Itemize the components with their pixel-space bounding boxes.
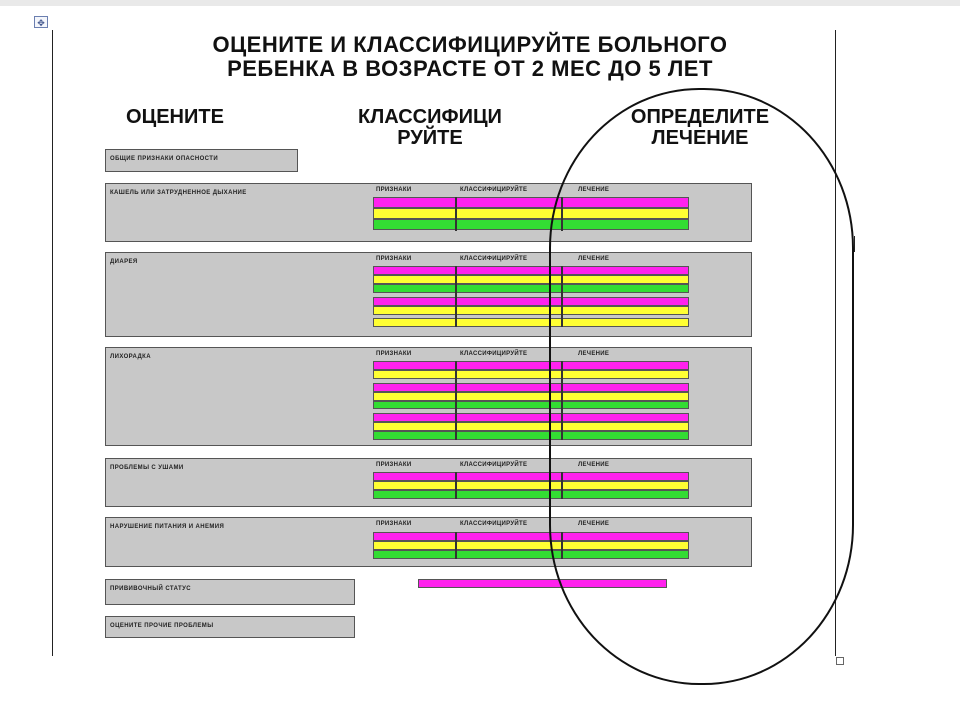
column-divider (455, 197, 457, 231)
section-label-immunization: ПРИВИВОЧНЫЙ СТАТУС (110, 586, 191, 592)
mini-head-classify: КЛАССИФИЦИРУЙТЕ (460, 521, 528, 527)
column-divider (455, 361, 457, 440)
section-other-problems (105, 616, 355, 638)
title-line-2: РЕБЕНКА В ВОЗРАСТЕ ОТ 2 МЕС ДО 5 ЛЕТ (227, 56, 713, 81)
section-immunization (105, 579, 355, 605)
page-edge-tick (854, 236, 855, 252)
section-label-other: ОЦЕНИТЕ ПРОЧИЕ ПРОБЛЕМЫ (110, 623, 214, 629)
section-label-nutrition: НАРУШЕНИЕ ПИТАНИЯ И АНЕМИЯ (110, 524, 225, 530)
mini-head-treatment: ЛЕЧЕНИЕ (578, 256, 610, 262)
section-label-ear: ПРОБЛЕМЫ С УШАМИ (110, 465, 184, 471)
mini-head-signs: ПРИЗНАКИ (376, 351, 412, 357)
mini-head-signs: ПРИЗНАКИ (376, 521, 412, 527)
mini-head-signs: ПРИЗНАКИ (376, 462, 412, 468)
move-handle-icon[interactable]: ✥ (34, 16, 48, 28)
section-label-cough: КАШЕЛЬ ИЛИ ЗАТРУДНЕННОЕ ДЫХАНИЕ (110, 190, 247, 196)
mini-head-classify: КЛАССИФИЦИРУЙТЕ (460, 351, 528, 357)
section-label-diarrhea: ДИАРЕЯ (110, 259, 138, 265)
column-divider (455, 266, 457, 327)
section-label-danger: ОБЩИЕ ПРИЗНАКИ ОПАСНОСТИ (110, 156, 219, 162)
top-toolbar-strip (0, 0, 960, 6)
column-treat-line-2: ЛЕЧЕНИЕ (651, 127, 749, 149)
column-treat-line-1: ОПРЕДЕЛИТЕ (630, 106, 770, 128)
column-divider (455, 472, 457, 499)
mini-head-treatment: ЛЕЧЕНИЕ (578, 521, 610, 527)
column-assess: ОЦЕНИТЕ (126, 106, 224, 128)
mini-head-classify: КЛАССИФИЦИРУЙТЕ (460, 256, 528, 262)
mini-head-signs: ПРИЗНАКИ (376, 187, 412, 193)
column-classify-line-1: КЛАССИФИЦИ (358, 106, 502, 128)
mini-head-signs: ПРИЗНАКИ (376, 256, 412, 262)
column-divider (455, 532, 457, 559)
mini-head-treatment: ЛЕЧЕНИЕ (578, 187, 610, 193)
section-label-fever: ЛИХОРАДКА (110, 354, 151, 360)
mini-head-treatment: ЛЕЧЕНИЕ (578, 462, 610, 468)
treatment-highlight-oval (549, 88, 854, 685)
resize-handle-icon[interactable] (836, 657, 844, 665)
mini-head-classify: КЛАССИФИЦИРУЙТЕ (460, 187, 528, 193)
section-danger-signs (105, 149, 298, 172)
mini-head-treatment: ЛЕЧЕНИЕ (578, 351, 610, 357)
title-line-1: ОЦЕНИТЕ И КЛАССИФИЦИРУЙТЕ БОЛЬНОГО (212, 32, 728, 57)
column-classify-line-2: РУЙТЕ (397, 127, 463, 149)
mini-head-classify: КЛАССИФИЦИРУЙТЕ (460, 462, 528, 468)
